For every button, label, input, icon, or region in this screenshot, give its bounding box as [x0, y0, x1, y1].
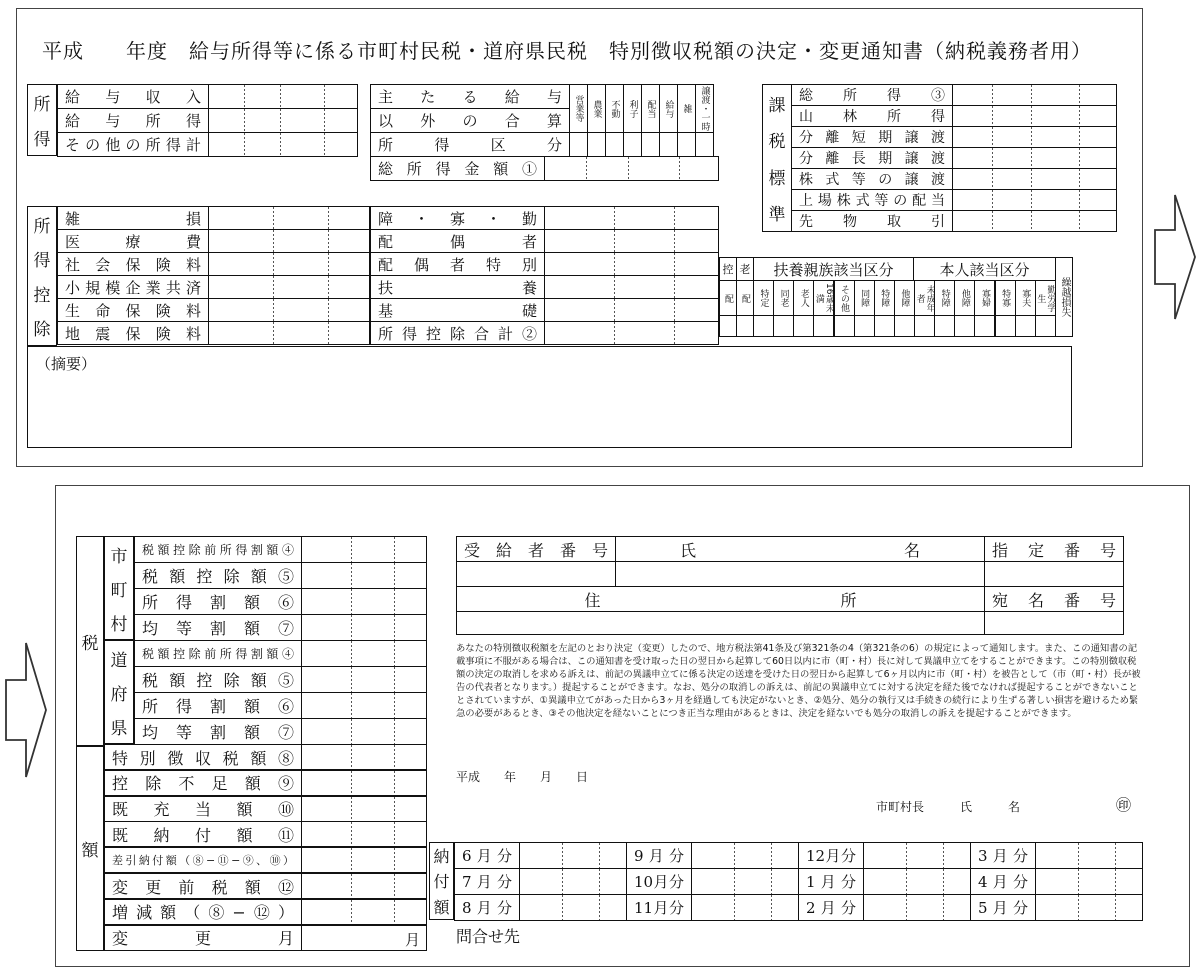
- income-category-value[interactable]: [695, 132, 714, 157]
- income-category-cell: 給与: [659, 84, 678, 133]
- payment-month-label: 7月分: [454, 868, 520, 895]
- other-income-label: 主たる給与: [370, 84, 570, 109]
- dependents-sub-cell: 特寡: [995, 280, 1016, 316]
- payment-month-value[interactable]: [519, 842, 627, 869]
- income-row-label: 給与所得: [57, 108, 209, 133]
- deduction-label: 地震保険料: [57, 321, 209, 345]
- dependents-value-cell[interactable]: [934, 315, 955, 337]
- month-suffix: 月: [404, 930, 420, 949]
- tax-amount-value[interactable]: [301, 744, 427, 770]
- section-char: 町: [110, 580, 128, 601]
- payment-month-value[interactable]: [1035, 842, 1143, 869]
- tax-section-label: 税: [76, 536, 104, 746]
- section-char: 市: [110, 546, 128, 567]
- payment-month-value[interactable]: [519, 894, 627, 921]
- payment-month-value[interactable]: [519, 868, 627, 895]
- section-char: 得: [33, 251, 51, 272]
- income-category-value[interactable]: [677, 132, 696, 157]
- tax-base-label: 山林所得: [791, 105, 953, 127]
- income-category-value[interactable]: [659, 132, 678, 157]
- section-char: 標: [768, 168, 786, 189]
- name-field[interactable]: [615, 561, 985, 587]
- total-income-label: 総所得金額①: [370, 156, 545, 181]
- dependents-value-cell[interactable]: [736, 315, 754, 337]
- dependents-value-cell[interactable]: [995, 315, 1016, 337]
- deduction-label: 所得控除合計②: [370, 321, 545, 345]
- dependents-header: 控: [719, 257, 737, 281]
- tax-base-label: 分離長期譲渡: [791, 147, 953, 169]
- payment-month-value[interactable]: [863, 868, 971, 895]
- dependents-sub-cell: 特定: [753, 280, 774, 316]
- address-label: 住 所: [456, 586, 985, 612]
- income-category-value[interactable]: [587, 132, 606, 157]
- tax-base-label: 分離短期譲渡: [791, 126, 953, 148]
- tax-amount-value[interactable]: [301, 899, 427, 925]
- city-tax-value[interactable]: [301, 588, 427, 615]
- payment-month-value[interactable]: [691, 894, 799, 921]
- deduction-label: 扶養: [370, 275, 545, 299]
- income-category-cell: 営業等: [569, 84, 588, 133]
- payment-month-label: 10月分: [626, 868, 692, 895]
- deduction-label: 配偶者: [370, 229, 545, 253]
- payment-month-label: 2月分: [798, 894, 864, 921]
- deduction-value[interactable]: [544, 298, 719, 322]
- recipient-number-label: 受給者番号: [456, 536, 616, 562]
- tax-base-section-label: [762, 84, 792, 232]
- pref-tax-label: 均等割額⑦: [134, 718, 302, 745]
- dependents-value-cell[interactable]: [753, 315, 774, 337]
- section-char: 県: [110, 718, 128, 739]
- dependents-value-cell[interactable]: [813, 315, 834, 337]
- payment-month-value[interactable]: [863, 894, 971, 921]
- dependents-sub-cell: 他障: [894, 280, 915, 316]
- payment-month-value[interactable]: [1035, 868, 1143, 895]
- payment-month-label: 8月分: [454, 894, 520, 921]
- city-tax-label: 所得割額⑥: [134, 588, 302, 615]
- designation-number-label: 指定番号: [984, 536, 1124, 562]
- deduction-value[interactable]: [544, 206, 719, 230]
- tax-base-value[interactable]: [952, 84, 1117, 106]
- tax-amount-label: 既納付額⑪: [104, 821, 302, 847]
- dependents-value-cell[interactable]: [914, 315, 935, 337]
- deduction-value[interactable]: [544, 229, 719, 253]
- contact-label: 問合せ先: [456, 927, 521, 946]
- tax-amount-value[interactable]: [301, 770, 427, 796]
- dependents-sub-cell: その他: [834, 280, 855, 316]
- deduction-value[interactable]: [544, 321, 719, 345]
- payment-month-value[interactable]: [691, 868, 799, 895]
- dependents-sub-cell: 配: [719, 280, 737, 316]
- dependents-sub-cell: 特障: [934, 280, 955, 316]
- section-char: 控: [33, 285, 51, 306]
- deduction-value[interactable]: [544, 252, 719, 276]
- dependents-value-cell[interactable]: [773, 315, 794, 337]
- tax-amount-value[interactable]: [301, 796, 427, 822]
- dependents-sub-cell: 他障: [954, 280, 975, 316]
- remarks-box[interactable]: [27, 346, 1072, 448]
- tax-base-value[interactable]: [952, 168, 1117, 190]
- payment-month-label: 11月分: [626, 894, 692, 921]
- city-tax-label: 税額控除前所得割額④: [134, 536, 302, 563]
- arrow-right-icon: [4, 640, 49, 780]
- deduction-label: 障・寡・勤: [370, 206, 545, 230]
- deduction-label: 社会保険料: [57, 252, 209, 276]
- date-line: 平成 年 月 日: [456, 770, 589, 784]
- arrow-right-icon: [1153, 192, 1198, 322]
- tax-amount-label: 変更前税額⑫: [104, 873, 302, 899]
- mayor-line: 市町村長 氏 名: [876, 800, 1021, 814]
- tax-amount-value[interactable]: [301, 821, 427, 847]
- income-section-label: [27, 84, 57, 156]
- dependents-value-cell[interactable]: [1035, 315, 1056, 337]
- pref-tax-label: 税額控除前所得割額④: [134, 640, 302, 667]
- payment-month-value[interactable]: [1035, 894, 1143, 921]
- payment-month-label: 4月分: [970, 868, 1036, 895]
- section-char: 税: [768, 132, 786, 153]
- pref-tax-value[interactable]: [301, 692, 427, 719]
- designation-number-field[interactable]: [984, 561, 1124, 587]
- payment-month-value[interactable]: [863, 842, 971, 869]
- tax-amount-label: 既充当額⑩: [104, 796, 302, 822]
- tax-base-label: 先物取引: [791, 210, 953, 232]
- dependents-sub-cell: 同老: [773, 280, 794, 316]
- section-char: 所: [33, 216, 51, 237]
- pref-tax-label: 所得割額⑥: [134, 692, 302, 719]
- total-income-value[interactable]: [544, 156, 719, 181]
- tax-base-value[interactable]: [952, 147, 1117, 169]
- amount-section-label: 額: [76, 746, 104, 951]
- deduction-value[interactable]: [208, 321, 370, 345]
- deduction-label: 医療費: [57, 229, 209, 253]
- section-char: 所: [33, 95, 51, 115]
- tax-base-value[interactable]: [952, 105, 1117, 127]
- dependents-sub-cell: 特障: [874, 280, 895, 316]
- tax-base-label: 株式等の譲渡: [791, 168, 953, 190]
- section-char: 除: [33, 320, 51, 341]
- payment-month-label: 5月分: [970, 894, 1036, 921]
- pref-tax-value[interactable]: [301, 718, 427, 745]
- income-row-label: その他の所得計: [57, 132, 209, 157]
- pref-tax-value[interactable]: [301, 640, 427, 667]
- section-char: 道: [110, 650, 128, 671]
- deduction-value[interactable]: [208, 252, 370, 276]
- section-char: 村: [110, 614, 128, 635]
- address-field[interactable]: [456, 611, 985, 635]
- section-char: 準: [768, 205, 786, 226]
- tax-base-value[interactable]: [952, 126, 1117, 148]
- top-form: [16, 8, 1143, 467]
- tax-amount-value[interactable]: [301, 847, 427, 873]
- pref-tax-value[interactable]: [301, 666, 427, 693]
- payment-month-label: 9月分: [626, 842, 692, 869]
- deduction-value[interactable]: [208, 229, 370, 253]
- section-char: 付: [433, 872, 450, 892]
- dependents-value-cell[interactable]: [1015, 315, 1036, 337]
- dependents-sub-cell: 寡婦: [974, 280, 995, 316]
- tax-amount-label: 差引納付額（⑧−⑪−⑨、⑩）: [104, 847, 302, 873]
- deduction-label: 配偶者特別: [370, 252, 545, 276]
- income-row-label: 給与収入: [57, 84, 209, 109]
- section-char: 府: [110, 684, 128, 705]
- dependents-family-header: 扶養親族該当区分: [753, 257, 914, 281]
- deduction-label: 雑損: [57, 206, 209, 230]
- recipient-number-field[interactable]: [456, 561, 616, 587]
- dependents-value-cell[interactable]: [954, 315, 975, 337]
- city-tax-value[interactable]: [301, 562, 427, 589]
- addressee-number-field[interactable]: [984, 611, 1124, 635]
- name-label: 氏 名: [615, 536, 985, 562]
- section-char: 得: [33, 130, 51, 150]
- dependents-value-cell[interactable]: [719, 315, 737, 337]
- income-row-value[interactable]: [208, 132, 358, 157]
- tax-base-value[interactable]: [952, 210, 1117, 232]
- city-tax-value[interactable]: [301, 536, 427, 563]
- income-category-cell: 譲渡・一時: [695, 84, 714, 133]
- dependents-value-cell[interactable]: [854, 315, 875, 337]
- tax-amount-label: 増減額（⑧−⑫）: [104, 899, 302, 925]
- income-row-value[interactable]: [208, 108, 358, 133]
- payment-month-label: 1月分: [798, 868, 864, 895]
- payment-month-label: 12月分: [798, 842, 864, 869]
- tax-amount-label: 控除不足額⑨: [104, 770, 302, 796]
- dependents-value-cell[interactable]: [793, 315, 814, 337]
- payment-month-value[interactable]: [691, 842, 799, 869]
- city-tax-value[interactable]: [301, 614, 427, 641]
- deduction-value[interactable]: [544, 275, 719, 299]
- income-category-cell: 農業: [587, 84, 606, 133]
- dependents-sub-cell: 老人: [793, 280, 814, 316]
- income-category-value[interactable]: [605, 132, 624, 157]
- income-category-cell: 雑: [677, 84, 696, 133]
- dependents-header: 老: [736, 257, 754, 281]
- legal-notice: あなたの特別徴収税額を左記のとおり決定（変更）したので、地方税法第41条及び第321条の4（第321条の6）の規定によって通知します。また、この通知書の記載事項に不服がある場合は、この通知書を受け取った日の翌日から起算して60日以内に市（町・村）長に対して異議申立てをすることができます。この特別徴収税額の決定の取消しを求める訴えは、前記の異議申立てに係る決定の送達を受けた日の翌日から起算して6ヶ月以内に市（町・村）を被告として（市（町・村）長が被告の代表者となります。）提起することができます。なお、処分の取消しの訴えは、前記の異議申立てに対する決定を経た後でなければ提起することができないこととされていますが、①異議申立てがあった日から3ヶ月を経過しても決定がないとき、②処分、処分の執行又は手続きの続行により生ずる著しい損害を避けるため緊急の必要があるとき、③その他決定を経ないことにつき正当な理由があるときは、決定を経ないでも処分の取消しの訴えを提起することができます。: [456, 643, 1141, 719]
- dependents-sub-cell: 寡夫: [1015, 280, 1036, 316]
- tax-amount-value[interactable]: [301, 873, 427, 899]
- dependents-self-header: 本人該当区分: [913, 257, 1056, 281]
- tax-base-label: 上場株式等の配当: [791, 189, 953, 211]
- tax-amount-value[interactable]: [301, 925, 427, 951]
- income-category-value[interactable]: [641, 132, 660, 157]
- section-char: 納: [433, 847, 450, 867]
- tax-amount-label: 特別徴収税額⑧: [104, 744, 302, 770]
- payment-month-label: 6月分: [454, 842, 520, 869]
- income-category-cell: 配当: [641, 84, 660, 133]
- dependents-sub-cell: 未成年者: [914, 280, 935, 316]
- dependents-value-cell[interactable]: [894, 315, 915, 337]
- remarks-label: （摘要）: [36, 355, 97, 373]
- tax-base-value[interactable]: [952, 189, 1117, 211]
- deduction-value[interactable]: [208, 206, 370, 230]
- section-char: 課: [768, 95, 786, 116]
- dependents-loss-header: 繰越損失: [1055, 257, 1073, 337]
- deduction-label: 生命保険料: [57, 298, 209, 322]
- tax-base-label: 総所得③: [791, 84, 953, 106]
- deduction-section-label: [27, 206, 57, 346]
- city-tax-label: 均等割額⑦: [134, 614, 302, 641]
- deduction-label: 小規模企業共済: [57, 275, 209, 299]
- payment-month-label: 3月分: [970, 842, 1036, 869]
- payment-section-label: [429, 842, 454, 920]
- addressee-number-label: 宛名番号: [984, 586, 1124, 612]
- income-category-value[interactable]: [569, 132, 588, 157]
- income-row-value[interactable]: [208, 84, 358, 109]
- income-category-cell: 利子: [623, 84, 642, 133]
- tax-amount-label: 変更月: [104, 925, 302, 951]
- city-section-label: [104, 536, 134, 640]
- deduction-label: 基礎: [370, 298, 545, 322]
- dependents-sub-cell: 16歳未満: [813, 280, 834, 316]
- bottom-form: [55, 485, 1190, 967]
- dependents-value-cell[interactable]: [974, 315, 995, 337]
- dependents-value-cell[interactable]: [834, 315, 855, 337]
- pref-section-label: [104, 640, 134, 744]
- dependents-sub-cell: 同障: [854, 280, 875, 316]
- dependents-sub-cell: 勤労学生: [1035, 280, 1056, 316]
- section-char: 額: [433, 897, 450, 917]
- pref-tax-label: 税額控除額⑤: [134, 666, 302, 693]
- other-income-label: 所得区分: [370, 132, 570, 157]
- dependents-value-cell[interactable]: [874, 315, 895, 337]
- city-tax-label: 税額控除額⑤: [134, 562, 302, 589]
- income-category-cell: 不動: [605, 84, 624, 133]
- form-title: 平成 年度 給与所得等に係る市町村民税・道府県民税 特別徴収税額の決定・変更通知書（納税義務者用）: [42, 39, 1092, 63]
- income-category-value[interactable]: [623, 132, 642, 157]
- seal-mark: ㊞: [1116, 796, 1132, 814]
- other-income-label: 以外の合算: [370, 108, 570, 133]
- deduction-value[interactable]: [208, 275, 370, 299]
- deduction-value[interactable]: [208, 298, 370, 322]
- dependents-sub-cell: 配: [736, 280, 754, 316]
